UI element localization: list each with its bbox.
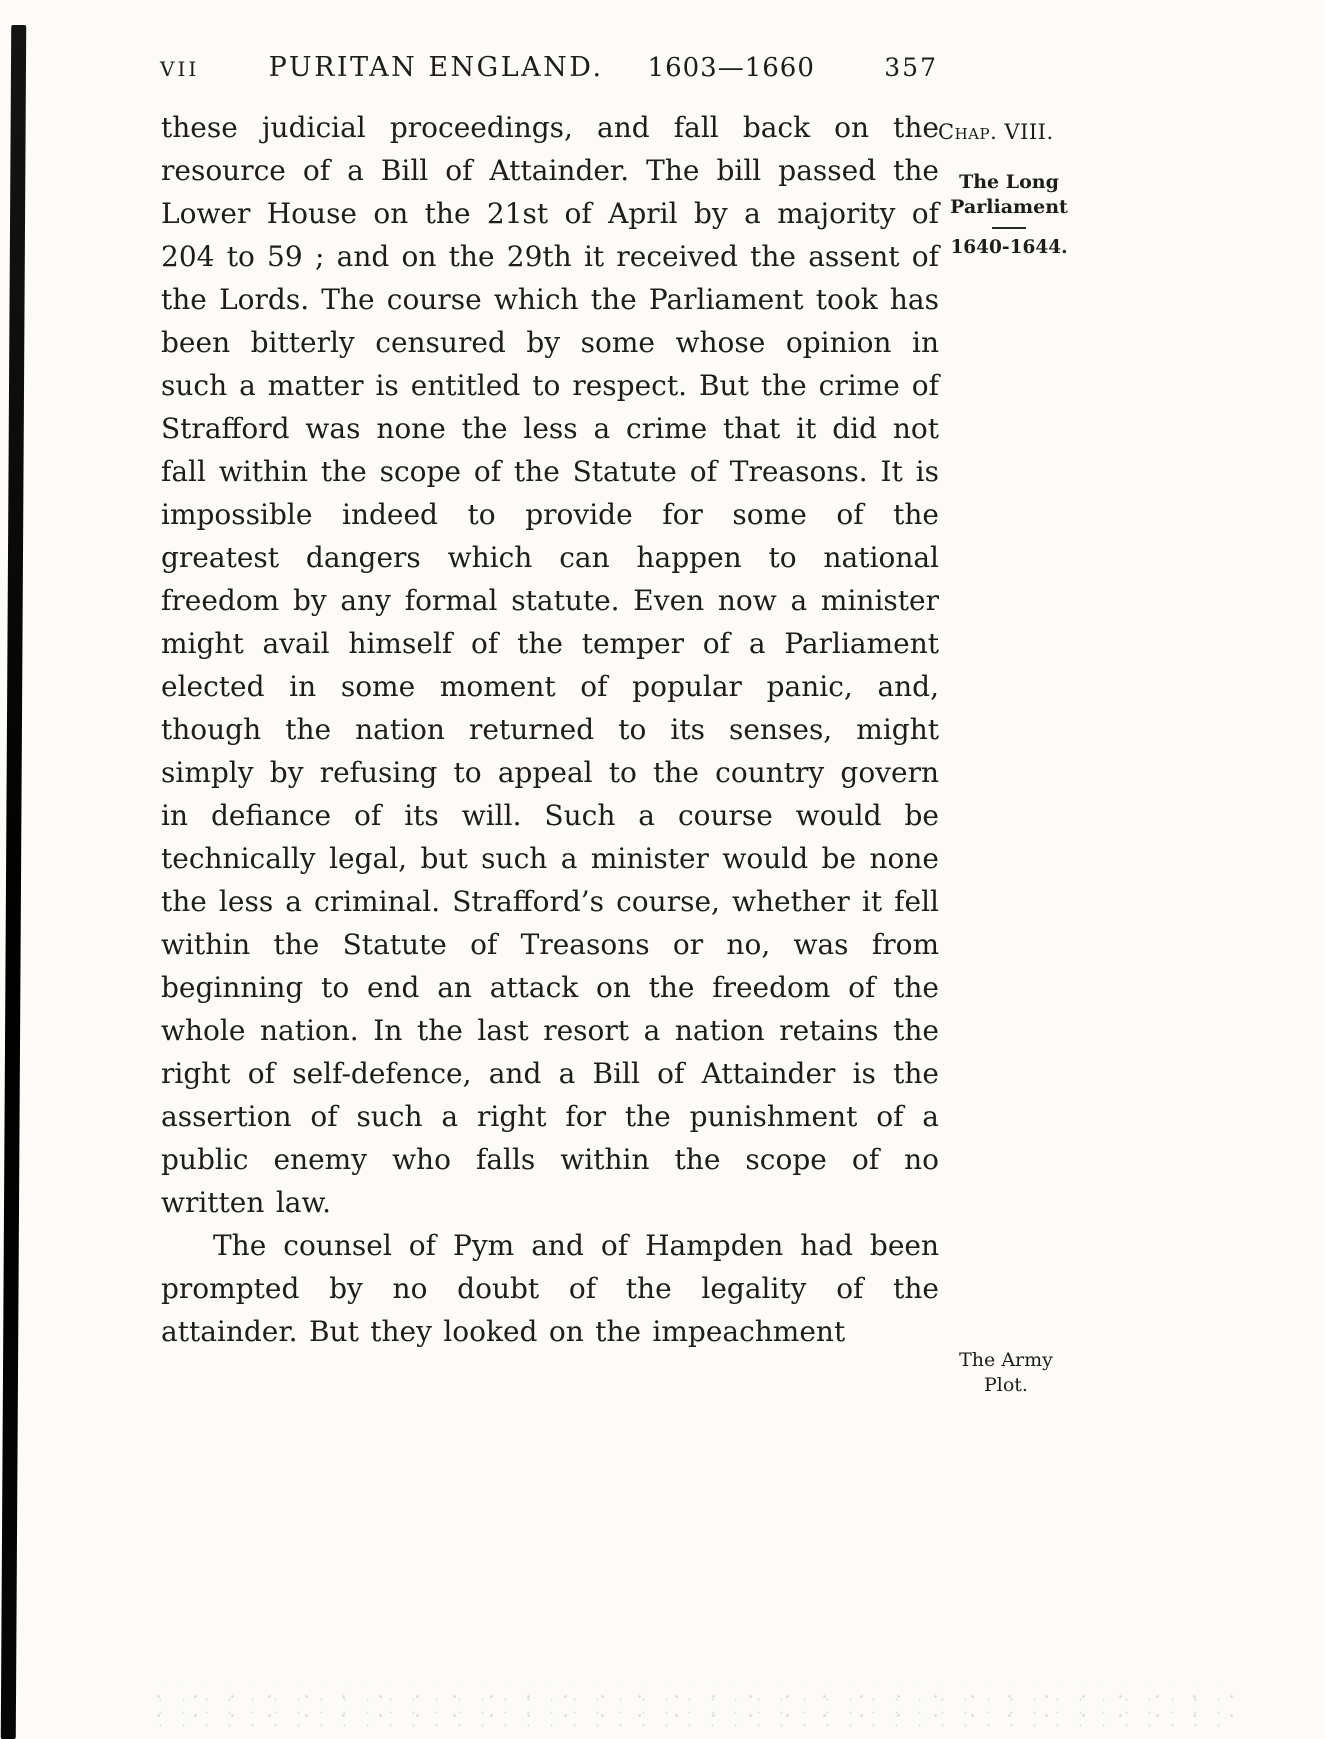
margin-note-long-parliament: [933, 170, 1085, 260]
margin-note-line: Plot.: [984, 1374, 1028, 1396]
margin-note-army-plot: [933, 1348, 1079, 1398]
running-date-range: 1603—1660: [647, 53, 815, 83]
margin-note-date: 1640-1644.: [950, 237, 1068, 258]
margin-note-line: The Army: [959, 1349, 1053, 1371]
page-header: [160, 52, 938, 83]
running-title: PURITAN ENGLAND.: [268, 52, 604, 83]
margin-note-rule: [992, 227, 1026, 229]
running-title-group: [269, 52, 815, 83]
chapter-running-numeral: VII: [160, 57, 200, 81]
scan-speckle-texture: [140, 1687, 1235, 1729]
paragraph-2: The counsel of Pym and of Hampden had been prompted by no doubt of the legality of the attainder. But they looked on the impeachment: [161, 1229, 939, 1348]
body-text: [161, 106, 939, 1353]
margin-note-line: Parliament: [950, 196, 1068, 218]
paragraph-1: these judicial proceedings, and fall back on the resource of a Bill of Attainder. The bill passed the Lower House on the 21st of April by a majority of 204 to 59 ; and on the 29th it received the assent of the Lords. The course which the Parliament took has been bitterly censured by some whose opinion in such a matter is entitled to respect. But the crime of Strafford was none the less a crime that it did not fall within the scope of the Statute of Treasons. It is impossible indeed to provide for some of the greatest dangers which can happen to national freedom by any formal statute. Even now a minister might avail himself of the temper of a Parliament elected in some moment of popular panic, and, though the nation returned to its senses, might simply by refusing to appeal to the country govern in defiance of its will. Such a course would be technically legal, but such a minister would be none the less a criminal. Strafford’s course, whether it fell within the Statute of Treasons or no, was from beginning to end an attack on the freedom of the whole nation. In the last resort a nation retains the right of self-defence, and a Bill of Attainder is the assertion of such a right for the punishment of a public enemy who falls within the scope of no written law.: [161, 111, 939, 1219]
scan-edge-artifact: [1, 25, 26, 1739]
margin-note-chapter-heading: Chap. VIII.: [938, 120, 1054, 144]
page-number: 357: [884, 53, 938, 82]
margin-note-line: The Long: [959, 171, 1059, 193]
